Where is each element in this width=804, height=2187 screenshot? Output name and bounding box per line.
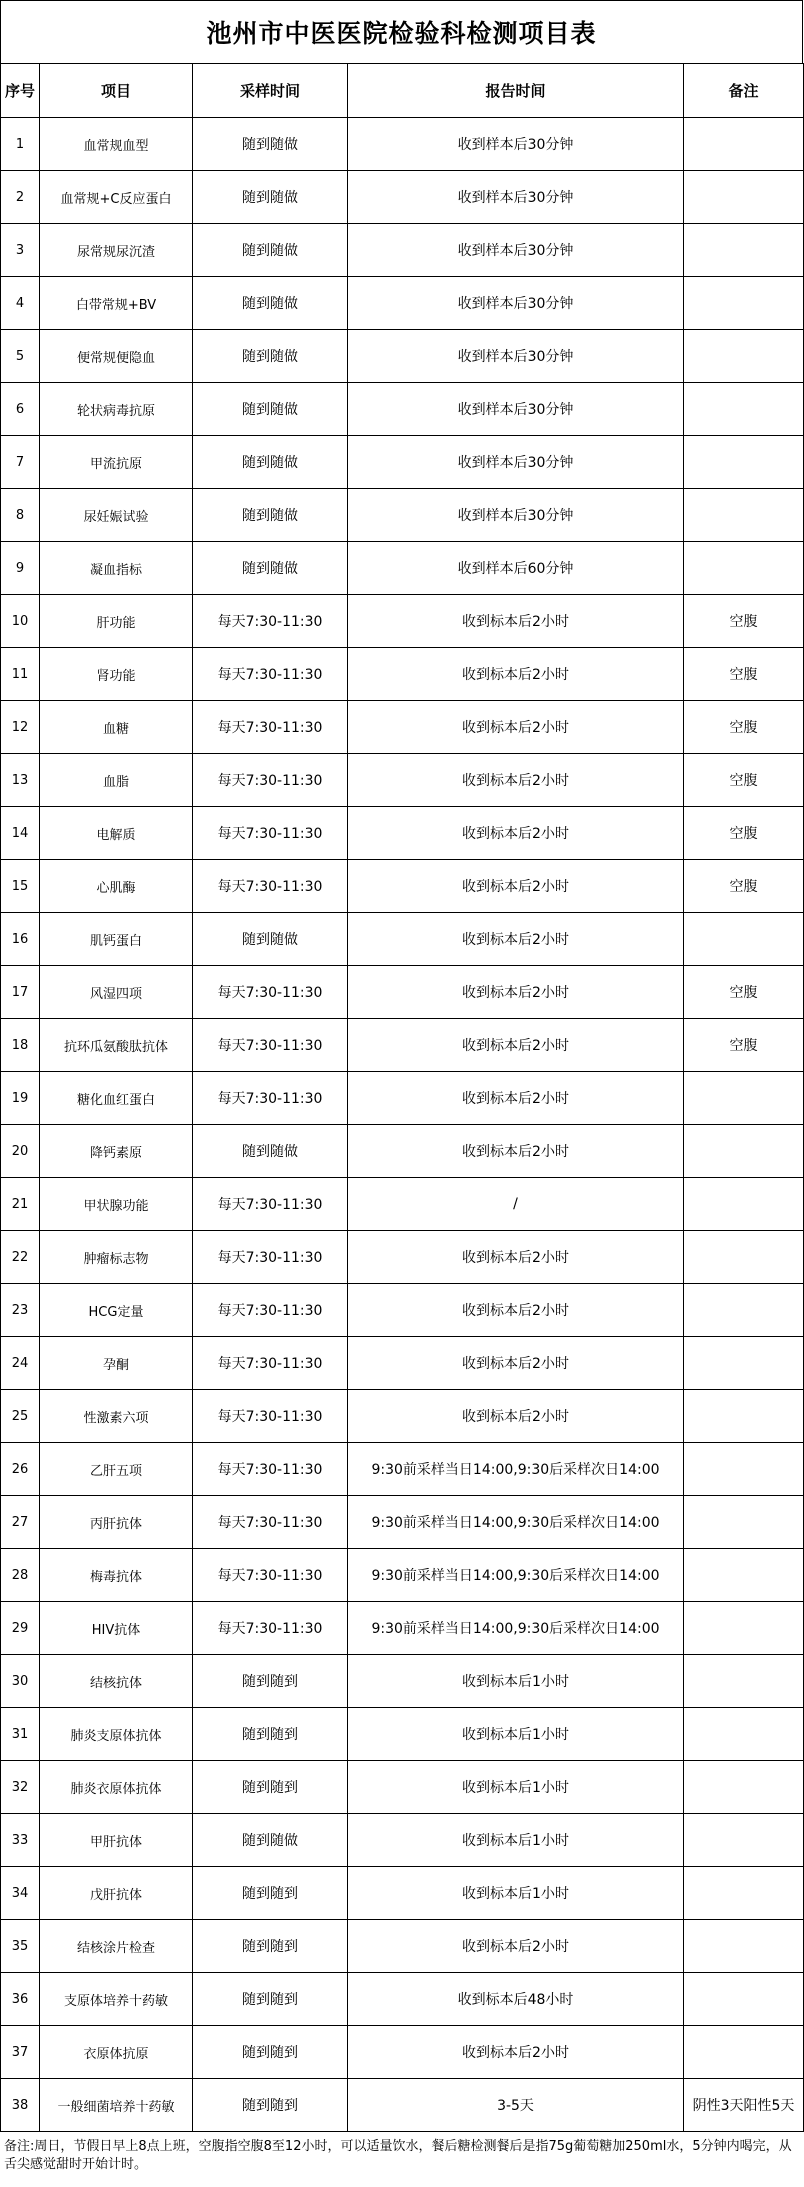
note (684, 1284, 804, 1337)
report-time: 收到标本后2小时 (348, 1390, 684, 1443)
item-name: 血脂 (40, 754, 193, 807)
note (684, 1178, 804, 1231)
note: 空腹 (684, 701, 804, 754)
table-row (1, 1178, 804, 1231)
sampling-time: 随到随做 (193, 1125, 348, 1178)
note (684, 1814, 804, 1867)
item-name: 抗环瓜氨酸肽抗体 (40, 1019, 193, 1072)
table-row (1, 330, 804, 383)
table-row (1, 489, 804, 542)
table-header-row (1, 64, 804, 118)
report-time: / (348, 1178, 684, 1231)
note: 空腹 (684, 595, 804, 648)
note (684, 118, 804, 171)
sampling-time: 每天7:30-11:30 (193, 807, 348, 860)
sampling-time: 每天7:30-11:30 (193, 1602, 348, 1655)
item-name: 降钙素原 (40, 1125, 193, 1178)
sampling-time: 每天7:30-11:30 (193, 754, 348, 807)
table-row (1, 1549, 804, 1602)
row-index: 11 (1, 648, 40, 701)
note (684, 277, 804, 330)
row-index: 16 (1, 913, 40, 966)
sampling-time: 每天7:30-11:30 (193, 595, 348, 648)
report-time: 收到标本后2小时 (348, 966, 684, 1019)
row-index: 6 (1, 383, 40, 436)
table-row (1, 1602, 804, 1655)
note: 空腹 (684, 966, 804, 1019)
row-index: 36 (1, 1973, 40, 2026)
item-name: 乙肝五项 (40, 1443, 193, 1496)
note (684, 489, 804, 542)
sampling-time: 每天7:30-11:30 (193, 1337, 348, 1390)
report-time: 9:30前采样当日14:00,9:30后采样次日14:00 (348, 1549, 684, 1602)
note (684, 1920, 804, 1973)
report-time: 收到标本后2小时 (348, 1920, 684, 1973)
row-index: 15 (1, 860, 40, 913)
item-name: 血常规血型 (40, 118, 193, 171)
report-time: 收到标本后2小时 (348, 1284, 684, 1337)
report-time: 3-5天 (348, 2079, 684, 2132)
item-name: HCG定量 (40, 1284, 193, 1337)
sampling-time: 随到随做 (193, 542, 348, 595)
table-row (1, 1337, 804, 1390)
sampling-time: 每天7:30-11:30 (193, 1019, 348, 1072)
item-name: 结核抗体 (40, 1655, 193, 1708)
item-name: 梅毒抗体 (40, 1549, 193, 1602)
report-time: 收到样本后30分钟 (348, 171, 684, 224)
table-row (1, 1761, 804, 1814)
row-index: 8 (1, 489, 40, 542)
note (684, 1655, 804, 1708)
table-row (1, 1973, 804, 2026)
row-index: 7 (1, 436, 40, 489)
row-index: 34 (1, 1867, 40, 1920)
note (684, 542, 804, 595)
report-time: 收到样本后30分钟 (348, 436, 684, 489)
sampling-time: 每天7:30-11:30 (193, 860, 348, 913)
table-row (1, 1390, 804, 1443)
table-row (1, 860, 804, 913)
row-index: 29 (1, 1602, 40, 1655)
header-sampling-time: 采样时间 (193, 64, 348, 118)
item-name: 糖化血红蛋白 (40, 1072, 193, 1125)
table-body (1, 118, 804, 2132)
sampling-time: 随到随做 (193, 330, 348, 383)
sampling-time: 随到随到 (193, 1708, 348, 1761)
report-time: 收到样本后60分钟 (348, 542, 684, 595)
sampling-time: 随到随做 (193, 277, 348, 330)
header-item: 项目 (40, 64, 193, 118)
item-name: 肝功能 (40, 595, 193, 648)
report-time: 收到标本后48小时 (348, 1973, 684, 2026)
table-row (1, 383, 804, 436)
row-index: 10 (1, 595, 40, 648)
table-row (1, 2079, 804, 2132)
table-row (1, 171, 804, 224)
report-time: 收到标本后2小时 (348, 1072, 684, 1125)
sampling-time: 随到随到 (193, 1867, 348, 1920)
report-time: 收到标本后1小时 (348, 1761, 684, 1814)
table-row (1, 2026, 804, 2079)
sampling-time: 每天7:30-11:30 (193, 1178, 348, 1231)
sampling-time: 每天7:30-11:30 (193, 1284, 348, 1337)
item-name: 支原体培养十药敏 (40, 1973, 193, 2026)
report-time: 收到标本后2小时 (348, 2026, 684, 2079)
table-row (1, 1708, 804, 1761)
item-name: 便常规便隐血 (40, 330, 193, 383)
sampling-time: 随到随做 (193, 489, 348, 542)
sampling-time: 随到随做 (193, 913, 348, 966)
item-name: 肺炎衣原体抗体 (40, 1761, 193, 1814)
note (684, 2026, 804, 2079)
sampling-time: 随到随到 (193, 2079, 348, 2132)
item-name: 性激素六项 (40, 1390, 193, 1443)
note (684, 1761, 804, 1814)
sampling-time: 每天7:30-11:30 (193, 1390, 348, 1443)
note (684, 1443, 804, 1496)
sampling-time: 随到随做 (193, 436, 348, 489)
table-row (1, 701, 804, 754)
sampling-time: 每天7:30-11:30 (193, 1549, 348, 1602)
item-name: 甲肝抗体 (40, 1814, 193, 1867)
row-index: 22 (1, 1231, 40, 1284)
sampling-time: 随到随到 (193, 1920, 348, 1973)
report-time: 收到标本后2小时 (348, 1125, 684, 1178)
item-name: 衣原体抗原 (40, 2026, 193, 2079)
report-time: 收到标本后2小时 (348, 913, 684, 966)
item-name: 轮状病毒抗原 (40, 383, 193, 436)
report-time: 收到标本后2小时 (348, 595, 684, 648)
item-name: 电解质 (40, 807, 193, 860)
note (684, 1072, 804, 1125)
row-index: 20 (1, 1125, 40, 1178)
item-name: 风湿四项 (40, 966, 193, 1019)
note (684, 1337, 804, 1390)
report-time: 收到标本后1小时 (348, 1708, 684, 1761)
row-index: 17 (1, 966, 40, 1019)
row-index: 12 (1, 701, 40, 754)
table-row (1, 224, 804, 277)
report-time: 收到样本后30分钟 (348, 330, 684, 383)
note: 空腹 (684, 807, 804, 860)
item-name: 甲流抗原 (40, 436, 193, 489)
table-row (1, 1814, 804, 1867)
row-index: 30 (1, 1655, 40, 1708)
sampling-time: 随到随到 (193, 1655, 348, 1708)
header-index: 序号 (1, 64, 40, 118)
table-row (1, 966, 804, 1019)
item-name: 凝血指标 (40, 542, 193, 595)
item-name: 尿常规尿沉渣 (40, 224, 193, 277)
table-row (1, 277, 804, 330)
table-row (1, 1231, 804, 1284)
note (684, 1602, 804, 1655)
note (684, 330, 804, 383)
row-index: 3 (1, 224, 40, 277)
note: 空腹 (684, 860, 804, 913)
table-row (1, 1655, 804, 1708)
table-row (1, 1072, 804, 1125)
table-row (1, 1443, 804, 1496)
row-index: 23 (1, 1284, 40, 1337)
report-time: 收到样本后30分钟 (348, 489, 684, 542)
table-row (1, 1019, 804, 1072)
row-index: 4 (1, 277, 40, 330)
item-name: 尿妊娠试验 (40, 489, 193, 542)
note: 阴性3天阳性5天 (684, 2079, 804, 2132)
note: 空腹 (684, 648, 804, 701)
sampling-time: 随到随到 (193, 2026, 348, 2079)
note (684, 436, 804, 489)
sampling-time: 随到随做 (193, 171, 348, 224)
report-time: 收到标本后1小时 (348, 1867, 684, 1920)
item-name: 孕酮 (40, 1337, 193, 1390)
note (684, 1973, 804, 2026)
table-row (1, 648, 804, 701)
sampling-time: 每天7:30-11:30 (193, 701, 348, 754)
sampling-time: 每天7:30-11:30 (193, 1496, 348, 1549)
row-index: 32 (1, 1761, 40, 1814)
note: 空腹 (684, 754, 804, 807)
item-name: 一般细菌培养十药敏 (40, 2079, 193, 2132)
row-index: 26 (1, 1443, 40, 1496)
item-name: 戊肝抗体 (40, 1867, 193, 1920)
row-index: 37 (1, 2026, 40, 2079)
table-row (1, 1867, 804, 1920)
note (684, 383, 804, 436)
row-index: 13 (1, 754, 40, 807)
report-time: 收到标本后2小时 (348, 648, 684, 701)
table-row (1, 1496, 804, 1549)
table-row (1, 1284, 804, 1337)
report-time: 收到样本后30分钟 (348, 224, 684, 277)
row-index: 19 (1, 1072, 40, 1125)
sampling-time: 每天7:30-11:30 (193, 648, 348, 701)
table-row (1, 807, 804, 860)
table-row (1, 595, 804, 648)
sampling-time: 每天7:30-11:30 (193, 1443, 348, 1496)
header-note: 备注 (684, 64, 804, 118)
row-index: 21 (1, 1178, 40, 1231)
row-index: 27 (1, 1496, 40, 1549)
item-name: HIV抗体 (40, 1602, 193, 1655)
row-index: 14 (1, 807, 40, 860)
header-report-time: 报告时间 (348, 64, 684, 118)
note (684, 1390, 804, 1443)
sampling-time: 随到随做 (193, 383, 348, 436)
sampling-time: 随到随做 (193, 224, 348, 277)
note (684, 224, 804, 277)
row-index: 31 (1, 1708, 40, 1761)
report-time: 收到标本后1小时 (348, 1814, 684, 1867)
report-time: 收到标本后2小时 (348, 807, 684, 860)
item-name: 甲状腺功能 (40, 1178, 193, 1231)
table-row (1, 913, 804, 966)
item-name: 血糖 (40, 701, 193, 754)
row-index: 28 (1, 1549, 40, 1602)
note (684, 1549, 804, 1602)
report-time: 收到标本后2小时 (348, 701, 684, 754)
report-time: 收到标本后2小时 (348, 1019, 684, 1072)
note: 空腹 (684, 1019, 804, 1072)
row-index: 9 (1, 542, 40, 595)
report-time: 收到样本后30分钟 (348, 118, 684, 171)
note (684, 171, 804, 224)
report-time: 收到标本后2小时 (348, 1337, 684, 1390)
report-time: 9:30前采样当日14:00,9:30后采样次日14:00 (348, 1496, 684, 1549)
note (684, 1708, 804, 1761)
report-time: 收到标本后2小时 (348, 860, 684, 913)
row-index: 2 (1, 171, 40, 224)
row-index: 5 (1, 330, 40, 383)
item-name: 肺炎支原体抗体 (40, 1708, 193, 1761)
row-index: 38 (1, 2079, 40, 2132)
row-index: 33 (1, 1814, 40, 1867)
note (684, 913, 804, 966)
sampling-time: 每天7:30-11:30 (193, 1231, 348, 1284)
table-row (1, 542, 804, 595)
note (684, 1867, 804, 1920)
report-time: 收到标本后2小时 (348, 1231, 684, 1284)
sampling-time: 随到随到 (193, 1761, 348, 1814)
footnote: 备注:周日，节假日早上8点上班，空腹指空腹8至12小时，可以适量饮水，餐后糖检测餐后是指75g葡萄糖加250ml水，5分钟内喝完，从舌尖感觉甜时开始计时。 (4, 2139, 792, 2172)
row-index: 25 (1, 1390, 40, 1443)
sampling-time: 随到随做 (193, 1814, 348, 1867)
item-name: 心肌酶 (40, 860, 193, 913)
row-index: 24 (1, 1337, 40, 1390)
note (684, 1125, 804, 1178)
report-time: 9:30前采样当日14:00,9:30后采样次日14:00 (348, 1602, 684, 1655)
report-time: 收到标本后1小时 (348, 1655, 684, 1708)
row-index: 35 (1, 1920, 40, 1973)
table-row (1, 1125, 804, 1178)
note (684, 1496, 804, 1549)
table-row (1, 118, 804, 171)
table-title: 池州市中医医院检验科检测项目表 (0, 0, 803, 63)
item-name: 白带常规+BV (40, 277, 193, 330)
table-row (1, 436, 804, 489)
report-time: 收到样本后30分钟 (348, 277, 684, 330)
item-name: 结核涂片检查 (40, 1920, 193, 1973)
row-index: 18 (1, 1019, 40, 1072)
item-name: 肌钙蛋白 (40, 913, 193, 966)
table-row (1, 754, 804, 807)
item-name: 丙肝抗体 (40, 1496, 193, 1549)
table-row (1, 1920, 804, 1973)
row-index: 1 (1, 118, 40, 171)
item-name: 肾功能 (40, 648, 193, 701)
note (684, 1231, 804, 1284)
item-name: 肿瘤标志物 (40, 1231, 193, 1284)
sampling-time: 每天7:30-11:30 (193, 1072, 348, 1125)
report-time: 收到样本后30分钟 (348, 383, 684, 436)
report-time: 收到标本后2小时 (348, 754, 684, 807)
item-name: 血常规+C反应蛋白 (40, 171, 193, 224)
sampling-time: 随到随到 (193, 1973, 348, 2026)
report-time: 9:30前采样当日14:00,9:30后采样次日14:00 (348, 1443, 684, 1496)
inspection-items-table (0, 63, 804, 2132)
sampling-time: 每天7:30-11:30 (193, 966, 348, 1019)
sampling-time: 随到随做 (193, 118, 348, 171)
